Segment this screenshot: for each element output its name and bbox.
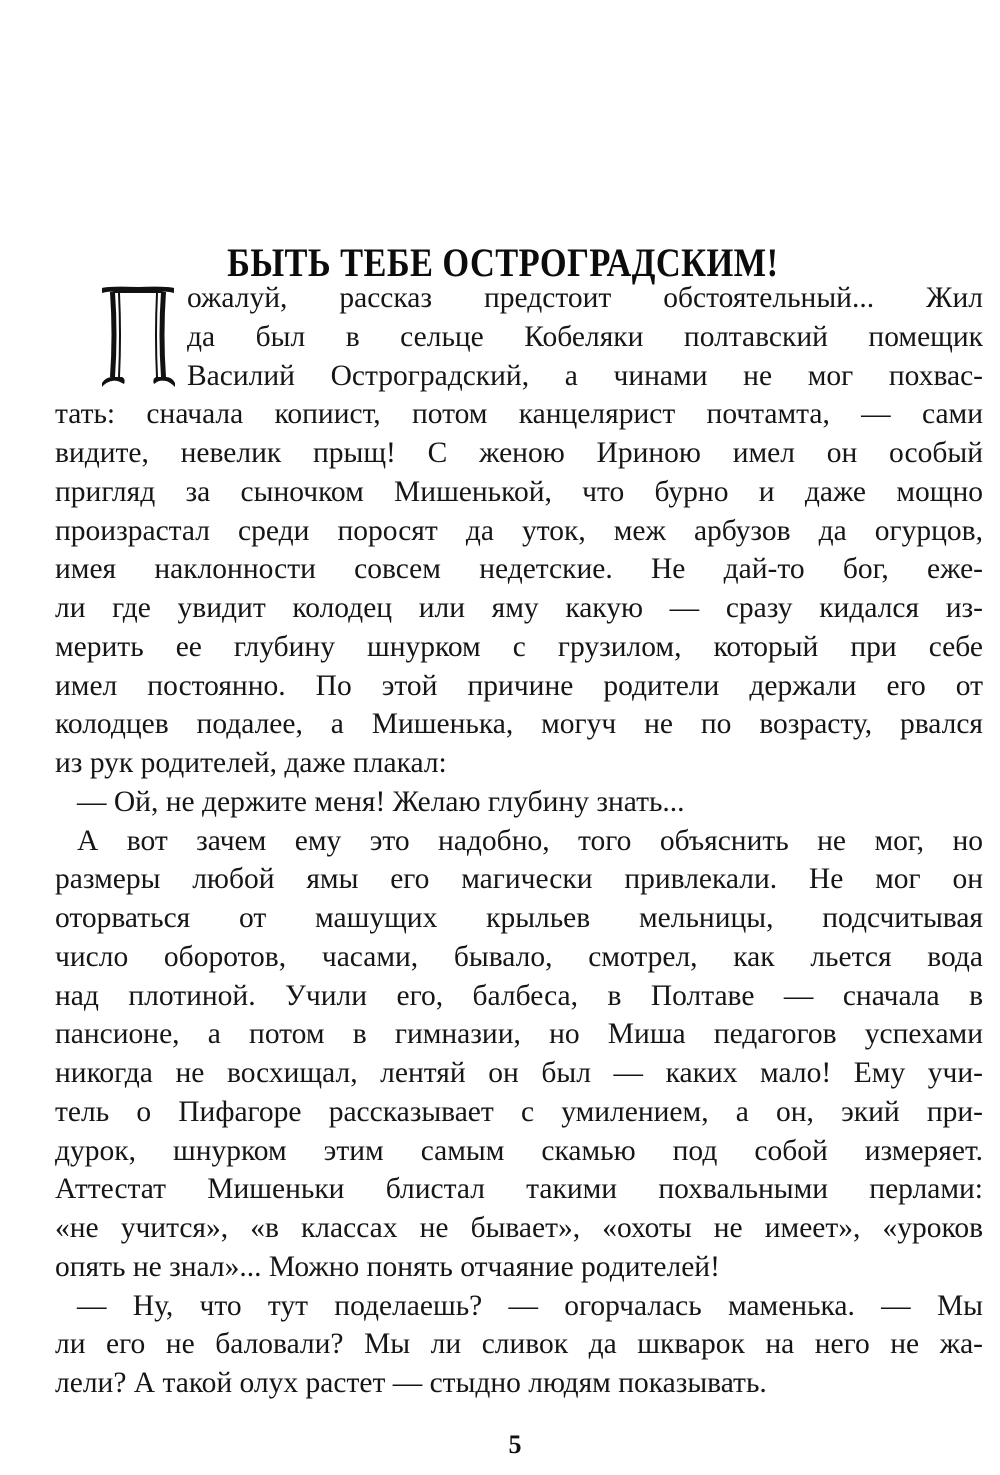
body-text bbox=[55, 279, 983, 1403]
chapter-title: БЫТЬ ТЕБЕ ОСТРОГРАДСКИМ! bbox=[227, 239, 779, 285]
dialogue-line: — Ой, не держите меня! Желаю глубину знать... bbox=[77, 785, 685, 818]
text-line: пригляд за сыночком Мишенькой, что бурно и даже мощно bbox=[55, 475, 983, 508]
page-number: 5 bbox=[508, 1430, 522, 1459]
text-line: ли его не баловали? Мы ли сливок да шкварок на него не жа- bbox=[55, 1328, 983, 1361]
text-line: имел постоянно. По этой причине родители держали его от bbox=[55, 669, 983, 702]
paragraph-start: А вот зачем ему это надобно, того объяснить не мог, но bbox=[77, 824, 983, 857]
text-line: мерить ее глубину шнурком с грузилом, который при себе bbox=[55, 630, 983, 663]
text-line: да был в сельце Кобеляки полтавский помещик bbox=[187, 320, 983, 353]
text-line: дурок, шнурком этим самым скамью под собой измеряет. bbox=[55, 1134, 983, 1167]
text-line: оторваться от машущих крыльев мельницы, подсчитывая bbox=[55, 902, 983, 934]
text-line: Василий Остроградский, а чинами не мог похвас- bbox=[187, 359, 983, 392]
text-line: колодцев подалее, а Мишенька, могуч не по возрасту, рвался bbox=[55, 708, 983, 741]
text-line: «не учится», «в классах не бывает», «охоты не имеет», «уроков bbox=[55, 1212, 983, 1244]
text-line: никогда не восхищал, лентяй он был — каких мало! Ему учи- bbox=[55, 1057, 983, 1089]
text-line: опять не знал»... Можно понять отчаяние родителей! bbox=[55, 1250, 720, 1283]
text-line: над плотиной. Учили его, балбеса, в Полтаве — сначала в bbox=[55, 979, 983, 1012]
text-line: размеры любой ямы его магически привлекали. Не мог он bbox=[55, 863, 983, 896]
text-line: пансионе, а потом в гимназии, но Миша педагогов успехами bbox=[55, 1018, 983, 1051]
text-line: тель о Пифагоре рассказывает с умилением, а он, экий при- bbox=[55, 1095, 983, 1128]
text-line: ожалуй, рассказ предстоит обстоятельный... Жил bbox=[187, 282, 983, 314]
text-line: лели? А такой олух растет — стыдно людям показывать. bbox=[55, 1367, 767, 1399]
text-line: имея наклонности совсем недетские. Не дай-то бог, еже- bbox=[55, 553, 983, 586]
text-line: тать: сначала копиист, потом канцелярист почтамта, — сами bbox=[55, 398, 983, 431]
text-line: ли где увидит колодец или яму какую — сразу кидался из- bbox=[55, 592, 983, 624]
text-line: произрастал среди поросят да уток, меж арбузов да огурцов, bbox=[55, 514, 983, 547]
text-line: из рук родителей, даже плакал: bbox=[55, 747, 447, 779]
text-line: видите, невелик прыщ! С женою Ириною имел он особый bbox=[55, 437, 983, 469]
dialogue-line: — Ну, что тут поделаешь? — огорчалась маменька. — Мы bbox=[77, 1289, 983, 1322]
drop-cap-letter bbox=[100, 285, 176, 389]
text-line: Аттестат Мишеньки блистал такими похвальными перлами: bbox=[55, 1173, 983, 1206]
text-line: число оборотов, часами, бывало, смотрел, как льется вода bbox=[55, 940, 983, 973]
